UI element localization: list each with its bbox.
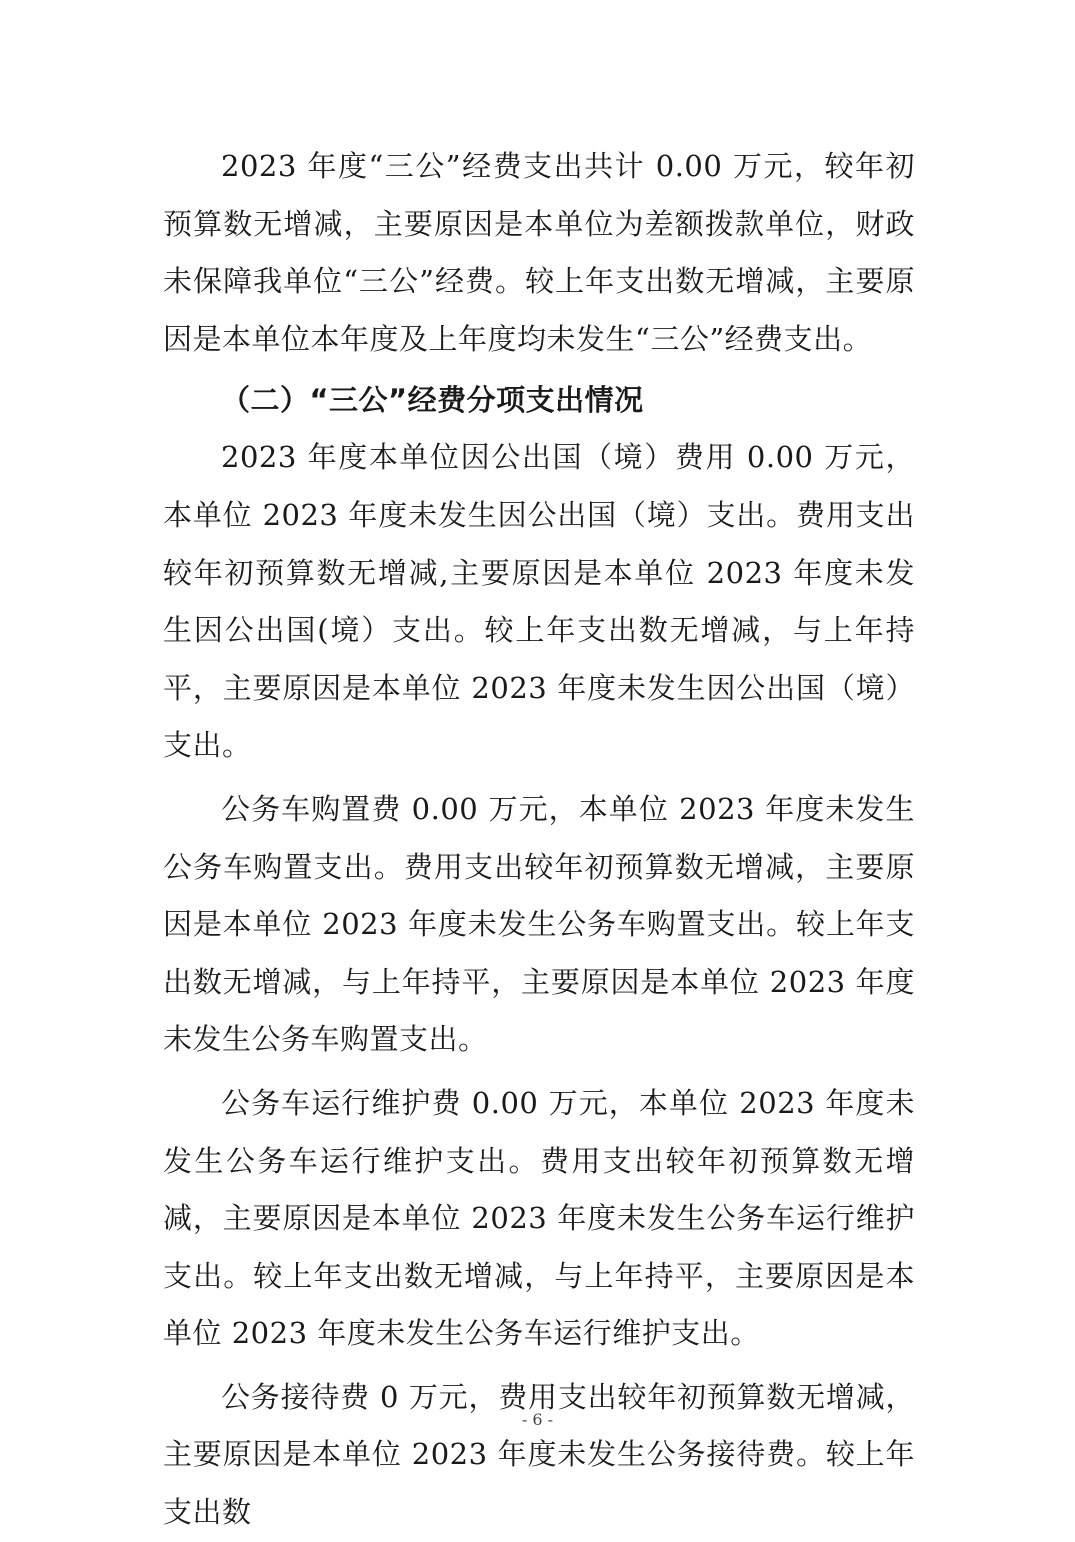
section-heading: （二）“三公”经费分项支出情况 bbox=[221, 383, 644, 418]
document-body bbox=[163, 138, 915, 1542]
paragraph-reception: 公务接待费 0 万元，费用支出较年初预算数无增减，主要原因是本单位 2023 年度未发生公务接待费。较上年支出数 bbox=[163, 1379, 915, 1530]
paragraph-vehicle-maintenance: 公务车运行维护费 0.00 万元，本单位 2023 年度未发生公务车运行维护支出。费用支出较年初预算数无增减，主要原因是本单位 2023 年度未发生公务车运行维护支出。较上年支出数无增减，与上年持平，主要原因是本单位 2023 年度未发生公务车运行维护支出。 bbox=[163, 1085, 915, 1351]
paragraph-total-expenditure: 2023 年度“三公”经费支出共计 0.00 万元，较年初预算数无增减，主要原因是本单位为差额拨款单位，财政未保障我单位“三公”经费。较上年支出数无增减，主要原因是本单位本年度及上年度均未发生“三公”经费支出。 bbox=[163, 149, 915, 356]
paragraph-overseas-travel: 2023 年度本单位因公出国（境）费用 0.00 万元，本单位 2023 年度未发生因公出国（境）支出。费用支出较年初预算数无增减,主要原因是本单位 2023 年度未发生因公出国(境）支出。较上年支出数无增减，与上年持平，主要原因是本单位 2023 年度未发生因公出国（境）支出。 bbox=[163, 440, 915, 763]
page-number: - 6 - bbox=[521, 1410, 554, 1429]
paragraph-vehicle-purchase: 公务车购置费 0.00 万元，本单位 2023 年度未发生公务车购置支出。费用支出较年初预算数无增减，主要原因是本单位 2023 年度未发生公务车购置支出。较上年支出数无增减，与上年持平，主要原因是本单位 2023 年度未发生公务车购置支出。 bbox=[163, 791, 915, 1057]
